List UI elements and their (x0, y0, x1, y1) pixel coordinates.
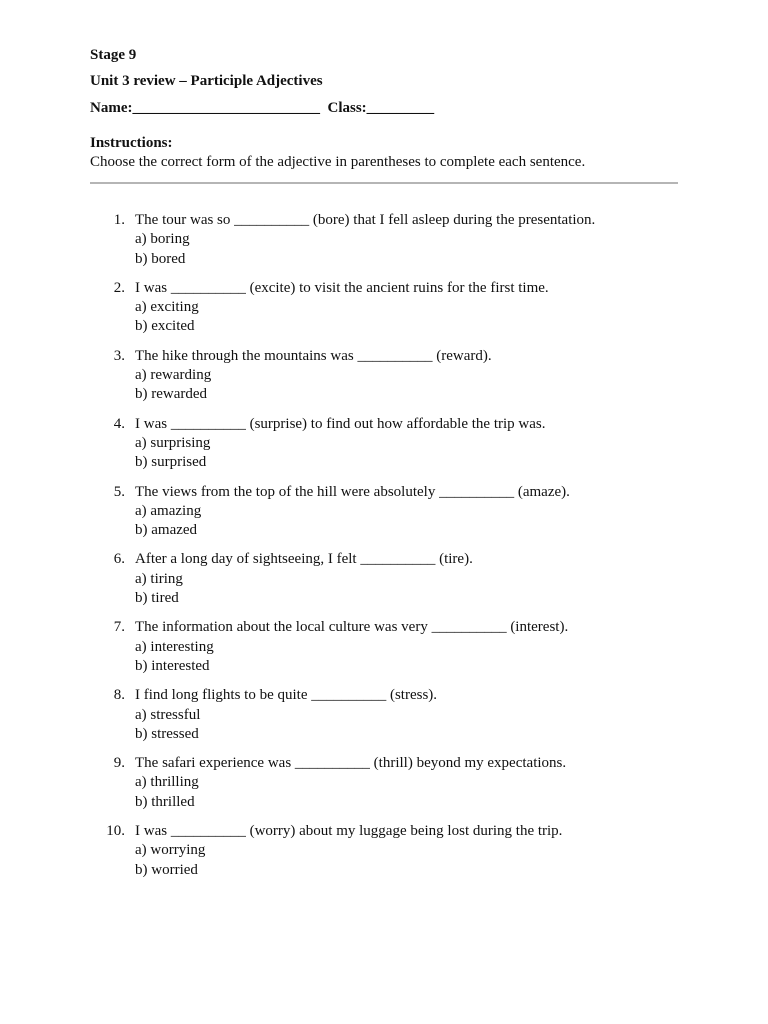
instructions-text: Choose the correct form of the adjective in parentheses to complete each sentence. (90, 154, 586, 170)
option-a: a) surprising (135, 434, 211, 451)
question-item (90, 279, 680, 337)
option-a: a) thrilling (135, 774, 199, 791)
question-text: The tour was so __________ (bore) that I fell asleep during the presentation. (135, 212, 596, 228)
question-text: I find long flights to be quite __________ (stress). (135, 687, 438, 704)
option-a: a) stressful (135, 706, 201, 723)
question-number: 8. (113, 687, 125, 704)
question-text: The views from the top of the hill were absolutely __________ (amaze). (135, 483, 570, 500)
option-a: a) tiring (135, 570, 183, 587)
question-number: 1. (113, 212, 125, 228)
option-b: b) surprised (135, 454, 207, 471)
question-text: After a long day of sightseeing, I felt __________ (tire). (135, 551, 473, 568)
option-a: a) amazing (135, 502, 202, 519)
question-text: The safari experience was __________ (thrill) beyond my expectations. (135, 755, 567, 772)
option-b: b) interested (135, 657, 210, 674)
question-item (90, 754, 680, 812)
question-number: 4. (113, 415, 125, 432)
question-text: The hike through the mountains was __________ (reward). (135, 347, 492, 364)
question-item (90, 483, 680, 541)
question-text: I was __________ (worry) about my luggage being lost during the trip. (135, 823, 563, 840)
question-item (90, 211, 680, 269)
option-a: a) worrying (135, 842, 206, 859)
question-item (90, 415, 680, 473)
option-b: b) thrilled (135, 793, 195, 810)
stage-label: Stage 9 (90, 47, 137, 63)
question-number: 7. (113, 619, 125, 636)
question-text: I was __________ (surprise) to find out how affordable the trip was. (135, 415, 546, 432)
question-number: 3. (113, 347, 125, 364)
question-item (90, 822, 680, 880)
question-item (90, 686, 680, 744)
question-text: I was __________ (excite) to visit the ancient ruins for the first time. (135, 279, 549, 296)
question-item (90, 550, 680, 608)
question-item (90, 618, 680, 676)
option-b: b) rewarded (135, 386, 208, 403)
question-list (90, 211, 680, 880)
option-b: b) amazed (135, 522, 198, 539)
option-b: b) stressed (135, 725, 199, 742)
option-b: b) excited (135, 318, 195, 335)
class-field: Class:_________ (327, 100, 435, 116)
worksheet (90, 46, 680, 890)
option-b: b) tired (135, 590, 179, 607)
question-text: The information about the local culture was very __________ (interest). (135, 619, 569, 636)
option-a: a) interesting (135, 638, 214, 655)
question-number: 2. (113, 279, 125, 296)
worksheet-title: Unit 3 review – Participle Adjectives (90, 73, 323, 89)
option-a: a) rewarding (135, 367, 212, 384)
option-b: b) worried (135, 861, 198, 878)
option-a: a) boring (135, 231, 190, 248)
instructions-heading: Instructions: (90, 135, 173, 151)
name-class-row (90, 99, 680, 118)
name-field: Name:_________________________ (90, 100, 320, 116)
option-b: b) bored (135, 250, 186, 267)
question-number: 10. (106, 823, 125, 840)
option-a: a) exciting (135, 299, 199, 316)
question-item (90, 347, 680, 405)
question-number: 5. (113, 483, 125, 500)
question-number: 9. (113, 755, 125, 772)
question-number: 6. (113, 551, 125, 568)
divider (90, 182, 678, 184)
